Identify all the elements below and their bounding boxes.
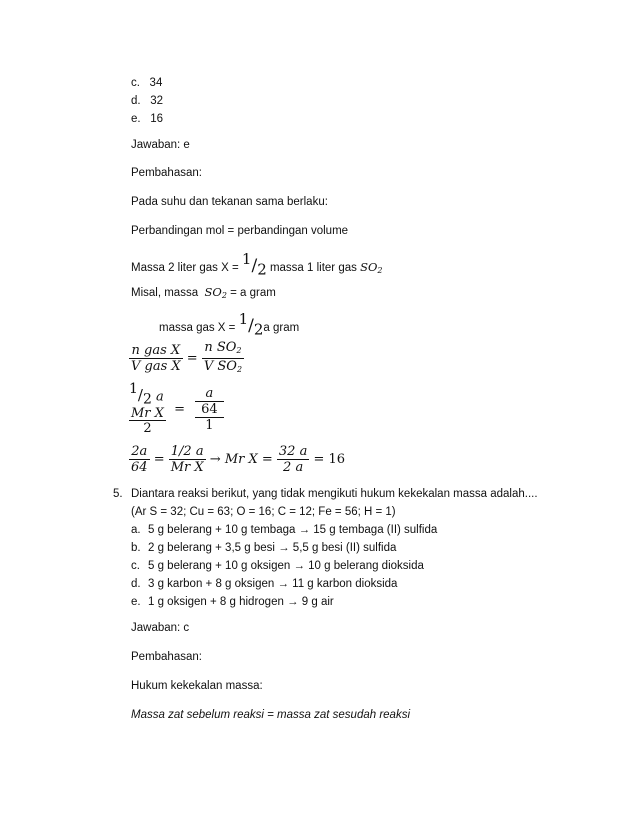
fraction: $\frac{n SO_2}{V SO_2}$ <box>203 340 243 374</box>
option-c <box>131 559 424 573</box>
discussion-line-1: Pada suhu dan tekanan sama berlaku: <box>131 196 328 208</box>
option-letter: a. <box>131 524 141 536</box>
equation-2 <box>129 381 224 436</box>
line-text: a gram <box>263 321 300 334</box>
option-d <box>131 94 163 108</box>
question-text: Diantara reaksi berikut, yang tidak mengikuti hukum kekekalan massa adalah.... <box>131 488 538 500</box>
option-value: 16 <box>150 113 163 125</box>
equals-sign: = <box>153 452 165 467</box>
option-letter: c. <box>131 77 140 89</box>
fraction: $^1/_2$ a Mr X 2 <box>129 381 164 436</box>
result: = 16 <box>313 452 346 467</box>
fraction: $\frac{2a}{64}$ <box>131 444 148 475</box>
option-d <box>131 577 397 591</box>
answer-q4: Jawaban: e <box>131 139 190 151</box>
discussion-heading-q5: Pembahasan: <box>131 651 202 663</box>
fraction: a 64 1 <box>195 386 224 433</box>
option-text: 3 g karbon + 8 g oksigen → 11 g karbon dioksida <box>148 578 398 590</box>
equation-1 <box>129 340 244 377</box>
discussion-line-4 <box>131 285 276 303</box>
answer-q5: Jawaban: c <box>131 622 190 634</box>
option-text: 2 g belerang + 3,5 g besi → 5,5 g besi (II) sulfida <box>148 542 397 554</box>
option-e <box>131 595 334 609</box>
line-text: massa 1 liter gas <box>269 261 357 274</box>
option-value: 32 <box>150 95 163 107</box>
question-number: 5. <box>113 488 123 500</box>
option-letter: e. <box>131 113 141 125</box>
discussion-line-2: Perbandingan mol = perbandingan volume <box>131 225 349 237</box>
option-value: 34 <box>149 77 163 89</box>
equation-3 <box>129 444 345 475</box>
question-note: (Ar S = 32; Cu = 63; O = 16; C = 12; Fe = 56; H = 1) <box>131 506 396 518</box>
option-b <box>131 541 396 555</box>
discussion-line-5 <box>159 310 300 339</box>
option-letter: b. <box>131 542 141 554</box>
discussion-line-3 <box>131 250 383 279</box>
option-a <box>131 523 437 537</box>
fraction: $\frac{1/2 a}{\text{Mr X}}$ <box>170 444 204 475</box>
option-text: 1 g oksigen + 8 g hidrogen → 9 g air <box>148 596 334 608</box>
option-text: 5 g belerang + 10 g tembaga → 15 g tembaga (II) sulfida <box>148 524 438 536</box>
option-e <box>131 112 163 126</box>
option-letter: d. <box>131 95 141 107</box>
half-fraction: $^1/_2$ <box>241 250 267 279</box>
so2-formula: $SO_2$ <box>360 259 383 275</box>
half-fraction: $^1/_2$ <box>238 310 264 339</box>
fraction: $\frac{32 a}{2 a}$ <box>278 444 308 475</box>
fraction: $\frac{\text{n gas X}}{\text{V gas X}}$ <box>131 343 181 374</box>
line-text: massa gas X = <box>159 321 236 334</box>
option-letter: c. <box>131 560 140 572</box>
so2-formula: $SO_2$ <box>204 285 227 300</box>
equals-sign: = <box>174 402 185 418</box>
line-text: = a gram <box>230 287 276 299</box>
discussion-heading-q4: Pembahasan: <box>131 167 202 179</box>
option-c <box>131 76 162 90</box>
line-text: Massa 2 liter gas X = <box>131 261 239 274</box>
law-statement: Massa zat sebelum reaksi = massa zat sesudah reaksi <box>131 709 410 721</box>
arrow-expression: → Mr X = <box>209 452 273 467</box>
option-letter: d. <box>131 578 141 590</box>
equals-sign: = <box>186 351 198 366</box>
option-text: 5 g belerang + 10 g oksigen → 10 g belerang dioksida <box>148 560 424 572</box>
option-letter: e. <box>131 596 141 608</box>
law-heading: Hukum kekekalan massa: <box>131 680 263 692</box>
line-text: Misal, massa <box>131 287 199 299</box>
